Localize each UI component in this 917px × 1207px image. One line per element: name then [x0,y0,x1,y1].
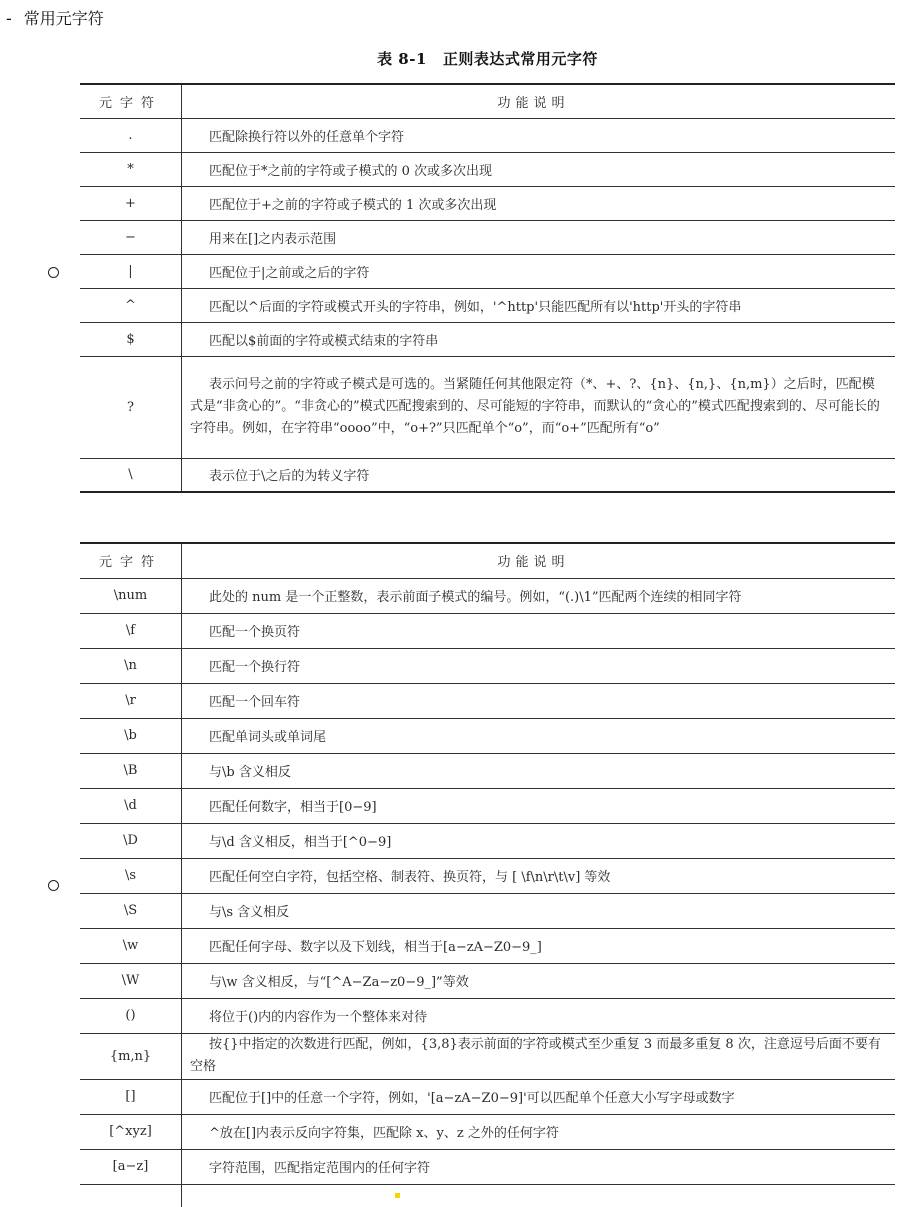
desc-cell-empty [182,1184,896,1207]
char-cell: \num [80,578,182,613]
char-cell: \B [80,753,182,788]
char-cell: \w [80,928,182,963]
table-row [80,998,895,1033]
desc-cell: 匹配任何数字，相当于[0−9] [182,788,896,823]
char-cell: \ [80,458,182,492]
char-cell: ^ [80,288,182,322]
desc-cell: 与\w 含义相反，与“[^A−Za−z0−9_]”等效 [182,963,896,998]
header-desc: 功能说明 [182,84,896,118]
desc-cell: 匹配一个回车符 [182,683,896,718]
table-row [80,458,895,492]
desc-cell: 将位于()内的内容作为一个整体来对待 [182,998,896,1033]
table-row [80,753,895,788]
char-cell-empty [80,1184,182,1207]
desc-cell: 匹配除换行符以外的任意单个字符 [182,118,896,152]
char-cell: \W [80,963,182,998]
table-row [80,322,895,356]
desc-cell: 匹配单词头或单词尾 [182,718,896,753]
desc-cell: 此处的 num 是一个正整数，表示前面子模式的编号。例如，“(.)\1”匹配两个连续的相同字符 [182,578,896,613]
table-row [80,1033,895,1079]
desc-cell: 匹配位于*之前的字符或子模式的 0 次或多次出现 [182,152,896,186]
desc-cell: 匹配任何空白字符，包括空格、制表符、换页符，与 [ \f\n\r\t\v] 等效 [182,858,896,893]
char-cell: \b [80,718,182,753]
desc-cell: 表示位于\之后的为转义字符 [182,458,896,492]
heading-dash: - [6,9,12,28]
char-cell: . [80,118,182,152]
table-row [80,254,895,288]
char-cell: [] [80,1079,182,1114]
desc-cell: 匹配一个换页符 [182,613,896,648]
char-cell: \D [80,823,182,858]
desc-cell: 匹配位于[]中的任意一个字符，例如，'[a−zA−Z0−9]'可以匹配单个任意大小写字母或数字 [182,1079,896,1114]
table-row [80,152,895,186]
table-row-cutoff [80,1184,895,1207]
header-desc: 功能说明 [182,543,896,578]
table-row [80,578,895,613]
desc-cell: 按{}中指定的次数进行匹配，例如，{3,8}表示前面的字符或模式至少重复 3 而最多重复 8 次，注意逗号后面不要有空格 [182,1033,896,1079]
table-row [80,928,895,963]
metachar-table-1 [80,83,895,493]
desc-cell: 匹配以^后面的字符或模式开头的字符串，例如，'^http'只能匹配所有以'http'开头的字符串 [182,288,896,322]
char-cell: + [80,186,182,220]
char-cell: {m,n} [80,1033,182,1079]
scan-smudge [395,1193,400,1198]
char-cell: $ [80,322,182,356]
char-cell: | [80,254,182,288]
table-row [80,613,895,648]
table-row [80,893,895,928]
desc-cell: 匹配以$前面的字符或模式结束的字符串 [182,322,896,356]
table-caption [80,48,895,69]
table-row [80,788,895,823]
char-cell: \d [80,788,182,823]
desc-cell: 与\d 含义相反，相当于[^0−9] [182,823,896,858]
table-row [80,186,895,220]
desc-cell: 匹配位于+之前的字符或子模式的 1 次或多次出现 [182,186,896,220]
desc-cell: 与\s 含义相反 [182,893,896,928]
table-header-row [80,543,895,578]
table-header-row [80,84,895,118]
char-cell: * [80,152,182,186]
table-row [80,220,895,254]
header-char: 元字符 [80,543,182,578]
table-row [80,648,895,683]
desc-cell: 与\b 含义相反 [182,753,896,788]
char-cell: \f [80,613,182,648]
char-cell: [a−z] [80,1149,182,1184]
section-heading [6,6,104,29]
table-row [80,1149,895,1184]
desc-cell: ^放在[]内表示反向字符集，匹配除 x、y、z 之外的任何字符 [182,1114,896,1149]
char-cell: [^xyz] [80,1114,182,1149]
char-cell: ? [80,356,182,458]
heading-text: 常用元字符 [23,9,104,28]
table-row [80,356,895,458]
table-row [80,823,895,858]
desc-cell: 字符范围，匹配指定范围内的任何字符 [182,1149,896,1184]
char-cell: \n [80,648,182,683]
table-row [80,1079,895,1114]
table-row [80,718,895,753]
caption-title: 正则表达式常用元字符 [442,50,598,68]
bullet-circle-icon [48,880,59,891]
char-cell: \S [80,893,182,928]
desc-cell: 用来在[]之内表示范围 [182,220,896,254]
table-row [80,118,895,152]
table-row [80,288,895,322]
desc-cell: 匹配任何字母、数字以及下划线，相当于[a−zA−Z0−9_] [182,928,896,963]
caption-number: 表 8-1 [377,50,427,68]
char-cell: \s [80,858,182,893]
table-row [80,1114,895,1149]
table-row [80,963,895,998]
table-row [80,858,895,893]
char-cell: \r [80,683,182,718]
header-char: 元字符 [80,84,182,118]
table-row [80,683,895,718]
bullet-circle-icon [48,267,59,278]
desc-cell: 匹配位于|之前或之后的字符 [182,254,896,288]
char-cell: () [80,998,182,1033]
metachar-table-2 [80,542,895,1207]
desc-cell: 表示问号之前的字符或子模式是可选的。当紧随任何其他限定符（*、+、?、{n}、{n,}、{n,m}）之后时，匹配模式是“非贪心的”。“非贪心的”模式匹配搜索到的、尽可能短的字符串，而默认的“贪心的”模式匹配搜索到的、尽可能长的字符串。例如，在字符串“oooo”中，“o+?”只匹配单个“o”，而“o+”匹配所有“o” [182,356,896,458]
desc-cell: 匹配一个换行符 [182,648,896,683]
char-cell: − [80,220,182,254]
